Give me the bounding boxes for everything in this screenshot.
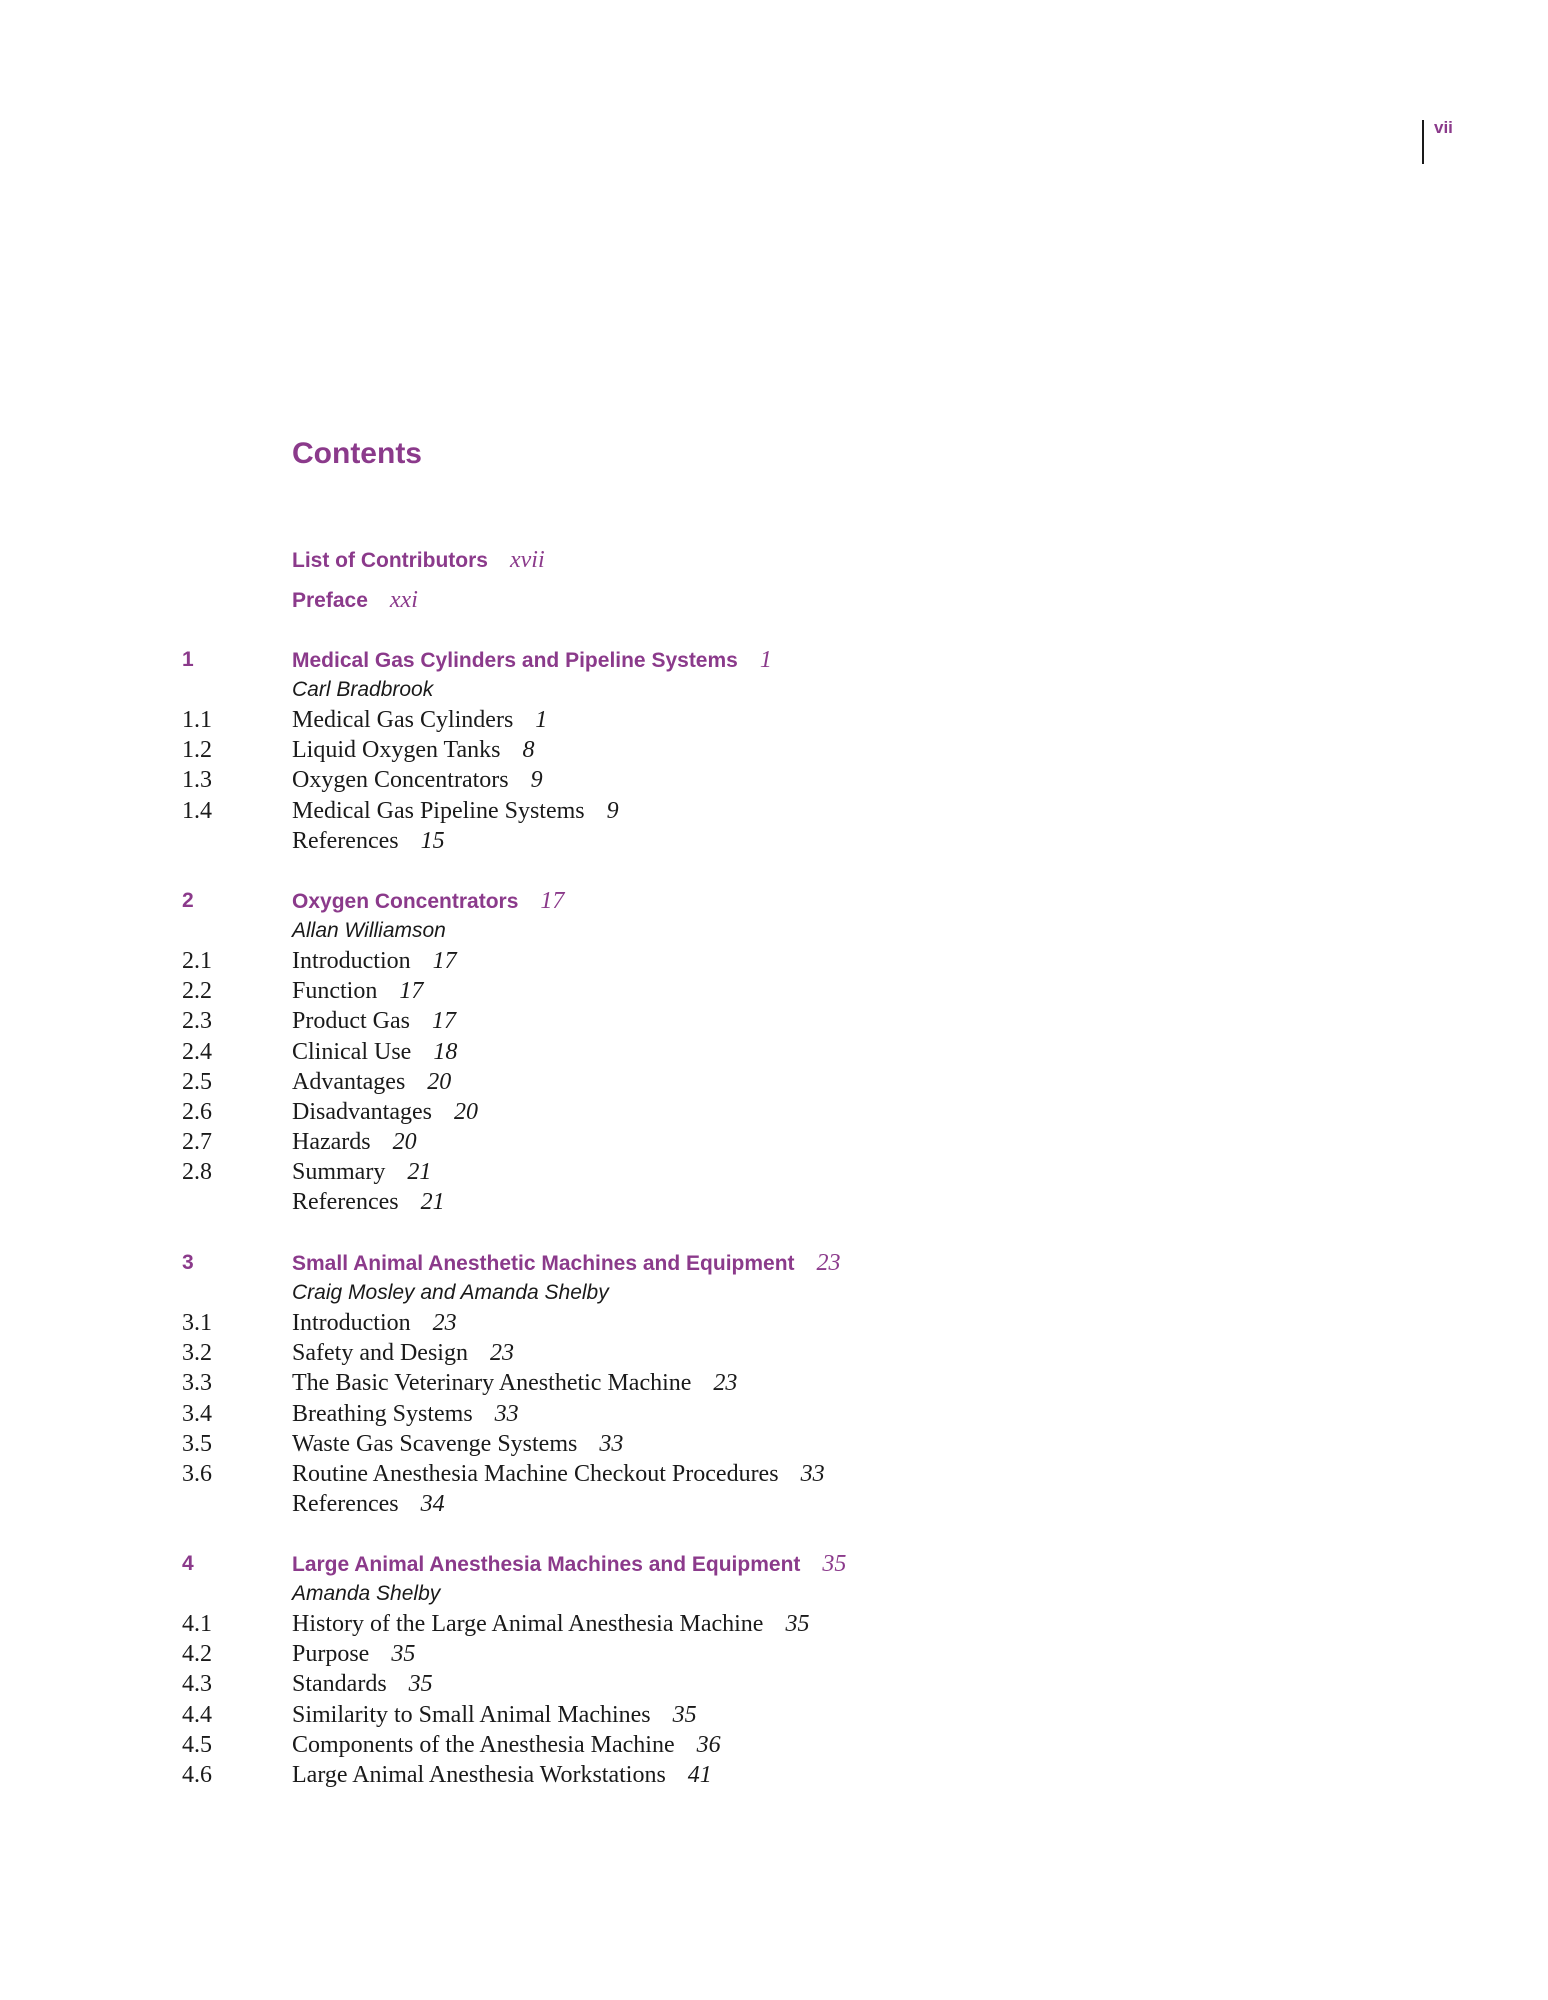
toc-entry-label: List of Contributors	[292, 549, 488, 572]
section-title: Summary	[292, 1158, 386, 1185]
chapter-title: Large Animal Anesthesia Machines and Equipment	[292, 1553, 801, 1576]
section-title: Medical Gas Cylinders	[292, 707, 514, 734]
chapter-author: Carl Bradbrook	[292, 678, 434, 702]
section-page: 17	[399, 978, 424, 1005]
section-number: 3.3	[182, 1370, 212, 1397]
section-page: 20	[453, 1098, 478, 1125]
section-title: Purpose	[292, 1641, 370, 1668]
toc-section-entry[interactable]	[0, 1338, 1548, 1368]
toc-entry-contributors[interactable]	[0, 545, 1548, 575]
section-number: 3.1	[182, 1310, 212, 1337]
section-page: 21	[407, 1158, 432, 1185]
section-title: Routine Anesthesia Machine Checkout Procedures	[292, 1460, 779, 1487]
chapter-heading[interactable]	[0, 886, 1548, 916]
section-title: Breathing Systems	[292, 1400, 473, 1427]
toc-section-entry[interactable]	[0, 976, 1548, 1006]
section-title: Large Animal Anesthesia Workstations	[292, 1761, 666, 1788]
section-title: Introduction	[292, 1310, 411, 1337]
toc-section-entry[interactable]	[0, 1067, 1548, 1097]
section-page: 36	[696, 1731, 721, 1758]
toc-section-entry[interactable]	[0, 1399, 1548, 1429]
section-number: 4.3	[182, 1671, 212, 1698]
section-title: Medical Gas Pipeline Systems	[292, 797, 585, 824]
section-number: 1.2	[182, 737, 212, 764]
section-title: Safety and Design	[292, 1340, 468, 1367]
section-number: 2.2	[182, 978, 212, 1005]
section-number: 4.5	[182, 1731, 212, 1758]
section-page: 9	[530, 767, 543, 794]
section-title: Hazards	[292, 1128, 371, 1155]
chapter-author: Amanda Shelby	[292, 1582, 441, 1606]
toc-references-entry[interactable]	[0, 1489, 1548, 1519]
chapter-title: Medical Gas Cylinders and Pipeline Systems	[292, 649, 738, 672]
chapter-title: Oxygen Concentrators	[292, 890, 519, 913]
chapter-page: 1	[759, 647, 772, 673]
toc-section-entry[interactable]	[0, 705, 1548, 735]
section-page: 9	[606, 797, 619, 824]
section-number: 2.3	[182, 1008, 212, 1035]
section-page: 35	[408, 1671, 433, 1698]
section-number: 2.1	[182, 948, 212, 975]
chapter-author-line	[0, 916, 1548, 946]
section-title: Disadvantages	[292, 1098, 432, 1125]
section-page: 21	[420, 1189, 445, 1215]
toc-entry-label: Preface	[292, 589, 368, 612]
toc-section-entry[interactable]	[0, 1127, 1548, 1157]
section-number: 3.4	[182, 1400, 212, 1427]
section-number: 2.6	[182, 1098, 212, 1125]
toc-section-entry[interactable]	[0, 1429, 1548, 1459]
section-page: 33	[494, 1400, 519, 1427]
section-title: Components of the Anesthesia Machine	[292, 1731, 675, 1758]
page-number: vii	[1434, 118, 1453, 137]
chapter-page: 17	[540, 888, 565, 914]
chapter-author-line	[0, 1579, 1548, 1609]
section-title: Waste Gas Scavenge Systems	[292, 1430, 578, 1457]
section-page: 23	[432, 1310, 457, 1337]
section-number: 3.6	[182, 1460, 212, 1487]
section-number: 3.2	[182, 1340, 212, 1367]
toc-section-entry[interactable]	[0, 1700, 1548, 1730]
chapter-author-line	[0, 1278, 1548, 1308]
section-title: Advantages	[292, 1068, 406, 1095]
section-number: 2.8	[182, 1158, 212, 1185]
section-number: 4.2	[182, 1641, 212, 1668]
page-title: Contents	[292, 437, 422, 470]
toc-section-entry[interactable]	[0, 1669, 1548, 1699]
section-page: 18	[433, 1038, 458, 1065]
section-page: 17	[431, 1008, 456, 1035]
section-title: References	[292, 1189, 399, 1215]
chapter-author: Craig Mosley and Amanda Shelby	[292, 1281, 609, 1305]
section-title: Clinical Use	[292, 1038, 412, 1065]
section-page: 35	[672, 1701, 697, 1728]
section-page: 33	[599, 1430, 624, 1457]
chapter-page: 23	[816, 1250, 841, 1276]
toc-entry-preface[interactable]	[0, 585, 1548, 615]
toc-section-entry[interactable]	[0, 1006, 1548, 1036]
toc-section-entry[interactable]	[0, 765, 1548, 795]
toc-section-entry[interactable]	[0, 735, 1548, 765]
section-page: 8	[522, 737, 535, 764]
toc-section-entry[interactable]	[0, 1157, 1548, 1187]
section-title: Function	[292, 978, 378, 1005]
section-page: 17	[432, 948, 457, 975]
section-page: 20	[392, 1128, 417, 1155]
section-title: References	[292, 827, 399, 854]
chapter-title: Small Animal Anesthetic Machines and Equipment	[292, 1252, 795, 1275]
section-page: 35	[785, 1611, 810, 1638]
section-page: 23	[713, 1370, 738, 1397]
section-page: 41	[687, 1761, 712, 1788]
section-title: Product Gas	[292, 1008, 410, 1035]
toc-section-entry[interactable]	[0, 946, 1548, 976]
toc-references-entry[interactable]	[0, 1187, 1548, 1217]
section-number: 4.6	[182, 1761, 212, 1788]
chapter-heading[interactable]	[0, 1248, 1548, 1278]
chapter-author-line	[0, 675, 1548, 705]
section-title: Liquid Oxygen Tanks	[292, 737, 501, 764]
chapter-author: Allan Williamson	[292, 919, 446, 943]
section-number: 2.5	[182, 1068, 212, 1095]
section-page: 1	[535, 707, 548, 734]
chapter-heading[interactable]	[0, 645, 1548, 675]
toc-section-entry[interactable]	[0, 1037, 1548, 1067]
section-page: 23	[489, 1340, 514, 1367]
toc-section-entry[interactable]	[0, 796, 1548, 826]
toc-section-entry[interactable]	[0, 1097, 1548, 1127]
section-title: History of the Large Animal Anesthesia Machine	[292, 1611, 764, 1638]
section-title: References	[292, 1490, 399, 1517]
section-number: 1.1	[182, 707, 212, 734]
section-title: The Basic Veterinary Anesthetic Machine	[292, 1370, 692, 1397]
toc-section-entry[interactable]	[0, 1609, 1548, 1639]
toc-section-entry[interactable]	[0, 1308, 1548, 1338]
section-page: 15	[420, 827, 445, 854]
section-number: 4.1	[182, 1611, 212, 1638]
chapter-page: 35	[822, 1551, 847, 1577]
section-page: 20	[427, 1068, 452, 1095]
toc-section-entry[interactable]	[0, 1760, 1548, 1790]
section-number: 2.7	[182, 1128, 212, 1155]
section-page: 35	[391, 1641, 416, 1668]
toc-entry-page: xxi	[389, 587, 418, 613]
section-page: 34	[420, 1490, 445, 1517]
toc-section-entry[interactable]	[0, 1368, 1548, 1398]
section-number: 2.4	[182, 1038, 212, 1065]
chapter-heading[interactable]	[0, 1549, 1548, 1579]
section-number: 1.4	[182, 797, 212, 824]
toc-references-entry[interactable]	[0, 826, 1548, 856]
section-number: 4.4	[182, 1701, 212, 1728]
toc-section-entry[interactable]	[0, 1459, 1548, 1489]
section-title: Introduction	[292, 948, 411, 975]
section-number: 1.3	[182, 767, 212, 794]
page-number-rule	[1422, 120, 1424, 164]
chapter-number: 2	[182, 889, 194, 912]
toc-section-entry[interactable]	[0, 1639, 1548, 1669]
section-title: Oxygen Concentrators	[292, 767, 509, 794]
chapter-number: 1	[182, 648, 194, 671]
toc-section-entry[interactable]	[0, 1730, 1548, 1760]
section-number: 3.5	[182, 1430, 212, 1457]
section-page: 33	[800, 1460, 825, 1487]
section-title: Similarity to Small Animal Machines	[292, 1701, 651, 1728]
section-title: Standards	[292, 1671, 387, 1698]
chapter-number: 4	[182, 1552, 194, 1575]
toc-entry-page: xvii	[509, 547, 545, 573]
chapter-number: 3	[182, 1251, 194, 1274]
